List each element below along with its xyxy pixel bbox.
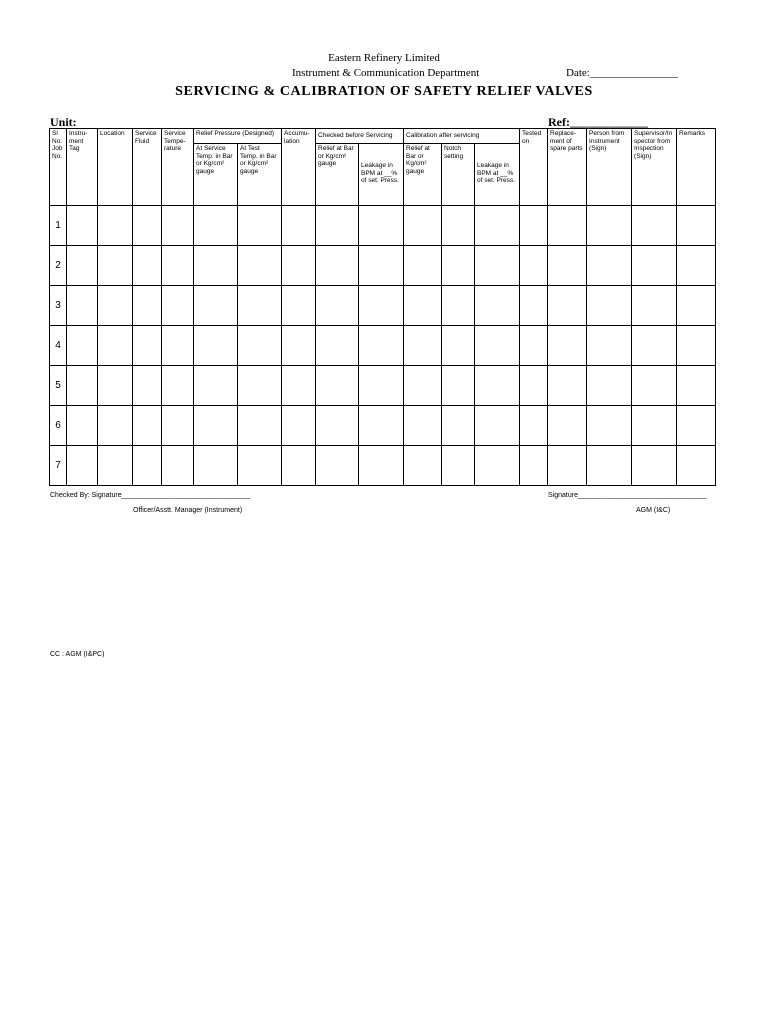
table-cell	[359, 366, 404, 406]
table-cell	[316, 326, 359, 366]
col-header-calibration-group: Calibration after servicing	[404, 129, 520, 144]
col-header-sl: Sl No. Job No.	[50, 129, 67, 206]
table-cell	[548, 246, 587, 286]
table-cell	[98, 246, 133, 286]
table-cell	[677, 286, 716, 326]
table-cell	[133, 446, 162, 486]
table-cell	[677, 446, 716, 486]
table-cell	[475, 326, 520, 366]
table-cell	[442, 406, 475, 446]
table-cell	[162, 246, 194, 286]
table-cell	[548, 206, 587, 246]
table-cell	[282, 446, 316, 486]
table-cell	[359, 446, 404, 486]
table-cell	[404, 246, 442, 286]
row-number: 1	[50, 206, 67, 246]
table-cell	[548, 366, 587, 406]
table-cell	[520, 406, 548, 446]
table-cell	[98, 206, 133, 246]
table-cell	[677, 326, 716, 366]
table-cell	[632, 326, 677, 366]
row-number: 7	[50, 446, 67, 486]
table-cell	[316, 246, 359, 286]
table-cell	[67, 406, 98, 446]
table-cell	[67, 246, 98, 286]
col-header-checked-relief: Relief at Bar or Kg/cm² gauge	[316, 144, 359, 206]
table-cell	[677, 206, 716, 246]
table-cell	[520, 366, 548, 406]
table-cell	[587, 246, 632, 286]
row-number: 6	[50, 406, 67, 446]
table-cell	[282, 206, 316, 246]
col-header-tested: Tested on	[520, 129, 548, 206]
table-row	[50, 286, 716, 326]
col-header-notch-setting: Notch setting	[442, 144, 475, 206]
col-header-accumulation: Accumu-lation	[282, 129, 316, 206]
table-cell	[133, 286, 162, 326]
table-cell	[282, 366, 316, 406]
col-header-relief-group: Relief Pressure (Designed)	[194, 129, 282, 144]
table-cell	[587, 366, 632, 406]
table-cell	[359, 286, 404, 326]
table-cell	[587, 286, 632, 326]
table-cell	[282, 286, 316, 326]
table-cell	[475, 206, 520, 246]
col-header-location: Location	[98, 129, 133, 206]
table-cell	[98, 406, 133, 446]
table-cell	[404, 446, 442, 486]
table-cell	[67, 206, 98, 246]
table-cell	[359, 206, 404, 246]
col-header-tag: Instru-ment Tag	[67, 129, 98, 206]
table-cell	[548, 326, 587, 366]
table-cell	[238, 286, 282, 326]
table-cell	[316, 446, 359, 486]
table-cell	[162, 206, 194, 246]
table-row	[50, 206, 716, 246]
table-cell	[133, 206, 162, 246]
table-cell	[475, 406, 520, 446]
organization-name: Eastern Refinery Limited	[328, 52, 440, 64]
table-cell	[520, 206, 548, 246]
table-cell	[238, 446, 282, 486]
table-row	[50, 326, 716, 366]
table-cell	[587, 406, 632, 446]
col-header-temp: Service Tempe-rature	[162, 129, 194, 206]
table-cell	[316, 206, 359, 246]
table-cell	[520, 246, 548, 286]
table-cell	[316, 286, 359, 326]
table-cell	[548, 286, 587, 326]
unit-label: Unit:	[50, 115, 77, 129]
officer-designation: Officer/Asstt. Manager (Instrument)	[133, 507, 243, 514]
table-cell	[133, 326, 162, 366]
col-header-checked-leakage: Leakage in BPM at __% of set. Press.	[359, 144, 404, 206]
col-header-remarks: Remarks	[677, 129, 716, 206]
table-cell	[67, 286, 98, 326]
table-cell	[359, 406, 404, 446]
table-cell	[133, 406, 162, 446]
table-cell	[67, 366, 98, 406]
table-cell	[632, 286, 677, 326]
table-cell	[162, 286, 194, 326]
col-header-relief-test: At Test Temp. in Bar or Kg/cm² gauge	[238, 144, 282, 206]
table-cell	[282, 326, 316, 366]
table-cell	[67, 446, 98, 486]
checked-by-signature: Checked By: Signature_________________________________	[50, 492, 251, 499]
table-cell	[282, 406, 316, 446]
table-cell	[442, 366, 475, 406]
table-cell	[194, 326, 238, 366]
table-cell	[442, 206, 475, 246]
table-header-row	[50, 129, 716, 144]
page-title: SERVICING & CALIBRATION OF SAFETY RELIEF VALVES	[175, 84, 593, 99]
table-cell	[442, 286, 475, 326]
col-header-relief-service: At Service Temp. in Bar or Kg/cm² gauge	[194, 144, 238, 206]
table-cell	[404, 286, 442, 326]
row-number: 5	[50, 366, 67, 406]
table-cell	[587, 446, 632, 486]
row-number: 2	[50, 246, 67, 286]
table-cell	[238, 366, 282, 406]
table-cell	[587, 326, 632, 366]
calibration-table	[49, 128, 716, 486]
table-cell	[238, 246, 282, 286]
table-cell	[677, 246, 716, 286]
table-cell	[404, 326, 442, 366]
table-cell	[194, 246, 238, 286]
table-cell	[98, 286, 133, 326]
table-cell	[442, 246, 475, 286]
table-cell	[162, 446, 194, 486]
table-cell	[238, 326, 282, 366]
table-cell	[548, 446, 587, 486]
table-cell	[404, 366, 442, 406]
table-cell	[162, 366, 194, 406]
table-cell	[475, 446, 520, 486]
table-cell	[475, 366, 520, 406]
table-cell	[404, 406, 442, 446]
col-header-replacement: Replace-ment of spare parts	[548, 129, 587, 206]
table-cell	[520, 446, 548, 486]
table-row	[50, 366, 716, 406]
table-row	[50, 406, 716, 446]
cc-line: CC : AGM (I&PC)	[50, 651, 105, 658]
table-cell	[520, 326, 548, 366]
table-row	[50, 246, 716, 286]
row-number: 4	[50, 326, 67, 366]
table-cell	[677, 406, 716, 446]
table-cell	[359, 246, 404, 286]
table-cell	[194, 446, 238, 486]
table-cell	[359, 326, 404, 366]
table-cell	[632, 406, 677, 446]
col-header-calibration-leakage: Leakage in BPM at __% of set. Press.	[475, 144, 520, 206]
table-cell	[316, 366, 359, 406]
table-cell	[404, 206, 442, 246]
table-cell	[133, 366, 162, 406]
col-header-fluid: Service Fluid	[133, 129, 162, 206]
table-cell	[238, 406, 282, 446]
table-cell	[194, 366, 238, 406]
table-cell	[98, 326, 133, 366]
ref-field: Ref:_____________	[548, 115, 648, 129]
table-cell	[194, 206, 238, 246]
table-cell	[442, 326, 475, 366]
table-cell	[442, 446, 475, 486]
table-cell	[194, 406, 238, 446]
table-cell	[162, 326, 194, 366]
table-cell	[548, 406, 587, 446]
table-cell	[133, 246, 162, 286]
table-cell	[632, 206, 677, 246]
col-header-person: Person from Instrument (Sign)	[587, 129, 632, 206]
date-field: Date:________________	[566, 67, 678, 79]
table-cell	[475, 286, 520, 326]
table-cell	[282, 246, 316, 286]
table-cell	[238, 206, 282, 246]
table-cell	[677, 366, 716, 406]
department-name: Instrument & Communication Department	[292, 67, 480, 79]
agm-signature: Signature_________________________________	[548, 492, 707, 499]
table-cell	[587, 206, 632, 246]
table-cell	[316, 406, 359, 446]
table-cell	[632, 446, 677, 486]
col-header-calibration-relief: Relief at Bar or Kg/cm² gauge	[404, 144, 442, 206]
col-header-checked-group: Checked before Servicing	[316, 129, 404, 144]
row-number: 3	[50, 286, 67, 326]
agm-designation: AGM (I&C)	[636, 507, 671, 514]
table-row	[50, 446, 716, 486]
col-header-supervisor: Supervisor/In spector from Inspection (Sign)	[632, 129, 677, 206]
table-cell	[162, 406, 194, 446]
table-cell	[632, 246, 677, 286]
table-cell	[98, 446, 133, 486]
table-cell	[98, 366, 133, 406]
table-cell	[475, 246, 520, 286]
table-cell	[520, 286, 548, 326]
table-cell	[194, 286, 238, 326]
table-cell	[67, 326, 98, 366]
table-cell	[632, 366, 677, 406]
